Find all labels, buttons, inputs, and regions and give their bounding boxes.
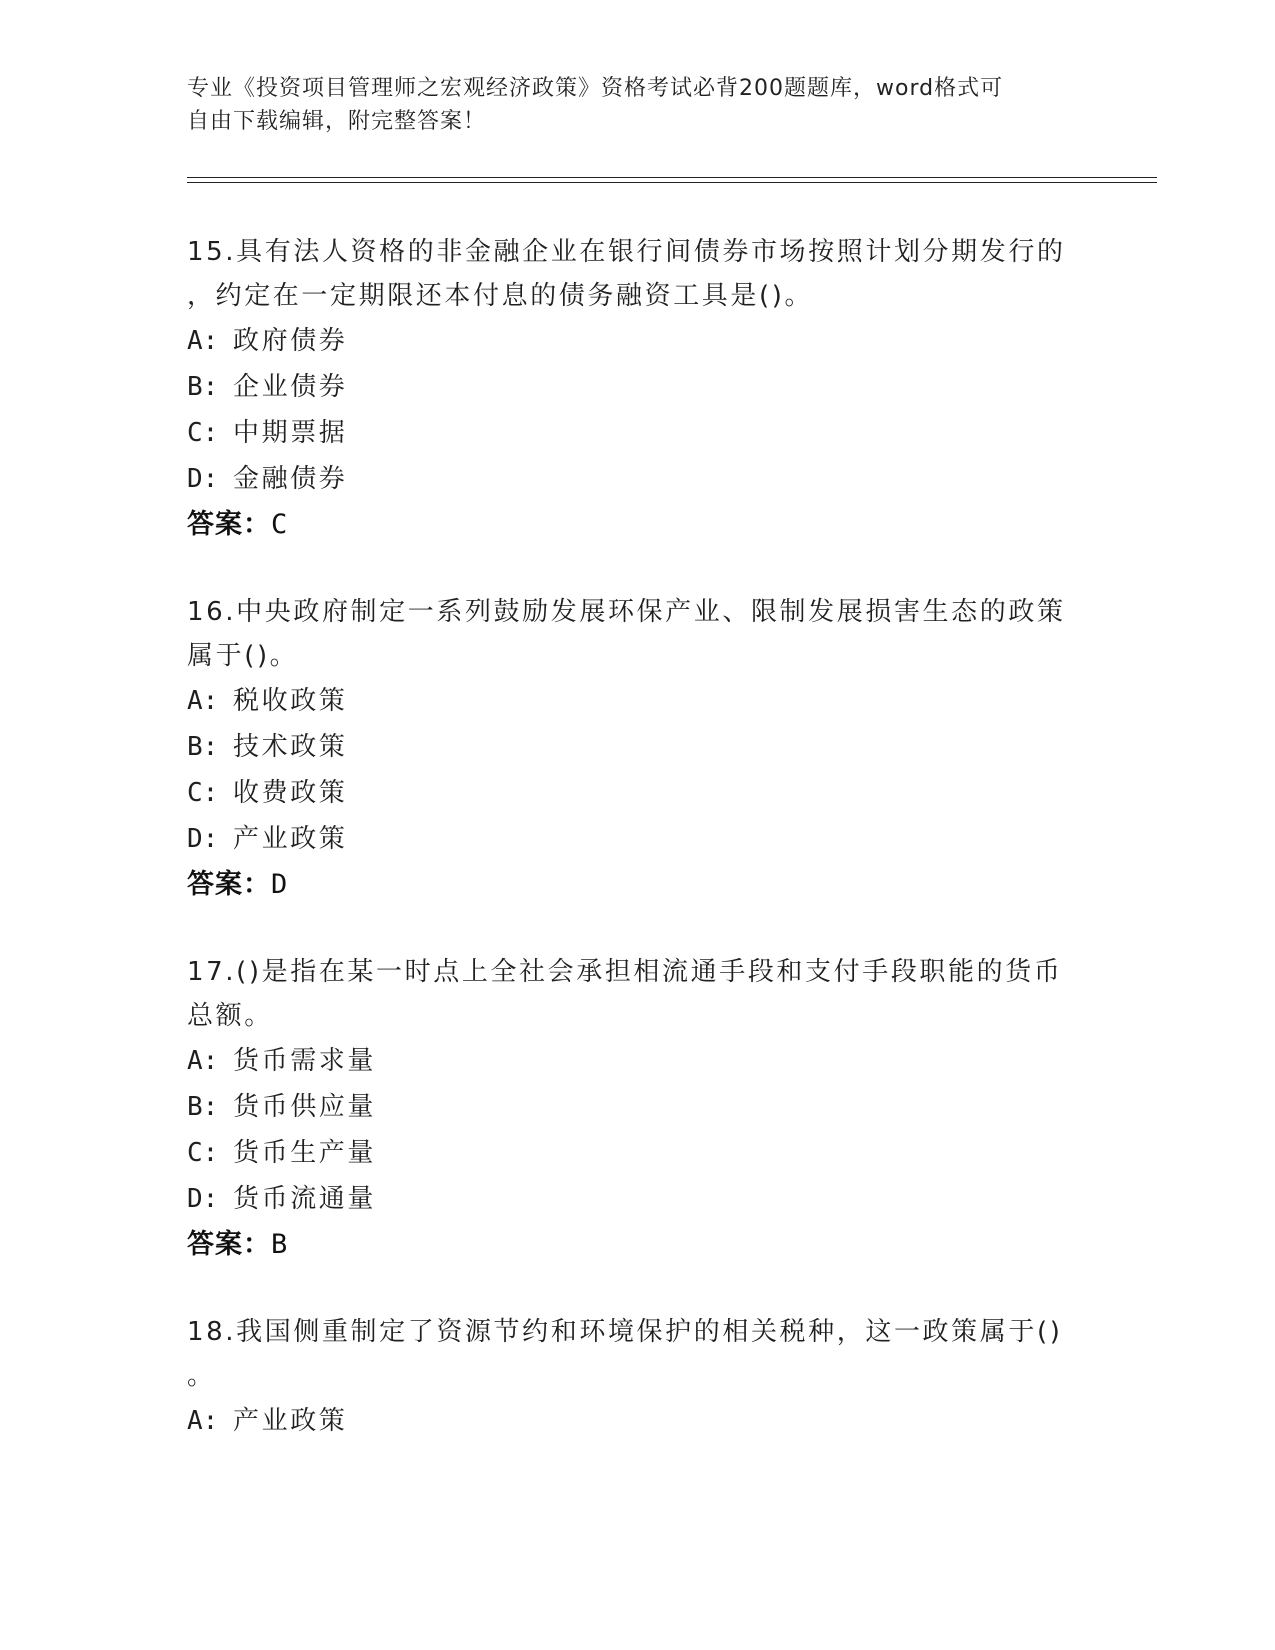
- option-a: [187, 318, 1087, 364]
- option-key: B:: [187, 372, 219, 402]
- question-15: [187, 230, 1087, 548]
- option-b: [187, 1084, 1087, 1130]
- option-text: 货币生产量: [233, 1138, 377, 1168]
- option-text: 货币流通量: [233, 1184, 377, 1214]
- question-stem-line-2: ，约定在一定期限还本付息的债务融资工具是()。: [187, 281, 814, 311]
- answer-label: 答案：: [187, 869, 271, 900]
- option-d: [187, 816, 1087, 862]
- header-divider-bottom: [187, 182, 1157, 183]
- option-a: [187, 678, 1087, 724]
- option-text: 货币供应量: [233, 1092, 377, 1122]
- option-text: 货币需求量: [233, 1046, 377, 1076]
- option-key: D:: [187, 464, 219, 494]
- option-text: 产业政策: [233, 1406, 348, 1436]
- answer-value: D: [271, 869, 289, 900]
- option-c: [187, 410, 1087, 456]
- option-key: A:: [187, 1406, 219, 1436]
- answer-value: B: [271, 1229, 289, 1260]
- option-text: 金融债券: [233, 464, 348, 494]
- question-16: [187, 590, 1087, 908]
- question-stem-line-1: 16.中央政府制定一系列鼓励发展环保产业、限制发展损害生态的政策: [187, 597, 1066, 627]
- header-line-1: 专业《投资项目管理师之宏观经济政策》资格考试必背200题题库，word格式可: [187, 76, 1004, 101]
- question-stem-line-2: 属于()。: [187, 641, 299, 671]
- option-text: 技术政策: [233, 732, 348, 762]
- option-key: B:: [187, 732, 219, 762]
- header-line-2: 自由下载编辑，附完整答案！: [187, 109, 487, 134]
- question-stem-line-2: 总额。: [187, 1001, 273, 1031]
- option-key: D:: [187, 824, 219, 854]
- option-d: [187, 456, 1087, 502]
- option-text: 企业债券: [233, 372, 348, 402]
- option-key: D:: [187, 1184, 219, 1214]
- answer: [187, 502, 1087, 548]
- document-header: [187, 72, 1067, 138]
- answer: [187, 862, 1087, 908]
- option-c: [187, 770, 1087, 816]
- option-key: C:: [187, 1138, 219, 1168]
- option-text: 中期票据: [233, 418, 348, 448]
- option-key: C:: [187, 418, 219, 448]
- option-text: 收费政策: [233, 778, 348, 808]
- answer: [187, 1222, 1087, 1268]
- question-17: [187, 950, 1087, 1268]
- option-text: 产业政策: [233, 824, 348, 854]
- option-a: [187, 1398, 1087, 1444]
- question-stem-line-1: 15.具有法人资格的非金融企业在银行间债券市场按照计划分期发行的: [187, 237, 1066, 267]
- question-stem-line-2: 。: [187, 1361, 216, 1391]
- question-stem-line-1: 18.我国侧重制定了资源节约和环境保护的相关税种，这一政策属于(): [187, 1317, 1063, 1347]
- option-text: 税收政策: [233, 686, 348, 716]
- option-b: [187, 724, 1087, 770]
- option-a: [187, 1038, 1087, 1084]
- answer-label: 答案：: [187, 1229, 271, 1260]
- option-d: [187, 1176, 1087, 1222]
- answer-label: 答案：: [187, 509, 271, 540]
- option-key: A:: [187, 326, 219, 356]
- question-stem-line-1: 17.()是指在某一时点上全社会承担相流通手段和支付手段职能的货币: [187, 957, 1063, 987]
- header-divider-top: [187, 177, 1157, 178]
- answer-value: C: [271, 509, 289, 540]
- option-key: A:: [187, 1046, 219, 1076]
- question-18: [187, 1310, 1087, 1444]
- option-key: C:: [187, 778, 219, 808]
- option-text: 政府债券: [233, 326, 348, 356]
- option-key: B:: [187, 1092, 219, 1122]
- option-c: [187, 1130, 1087, 1176]
- option-key: A:: [187, 686, 219, 716]
- option-b: [187, 364, 1087, 410]
